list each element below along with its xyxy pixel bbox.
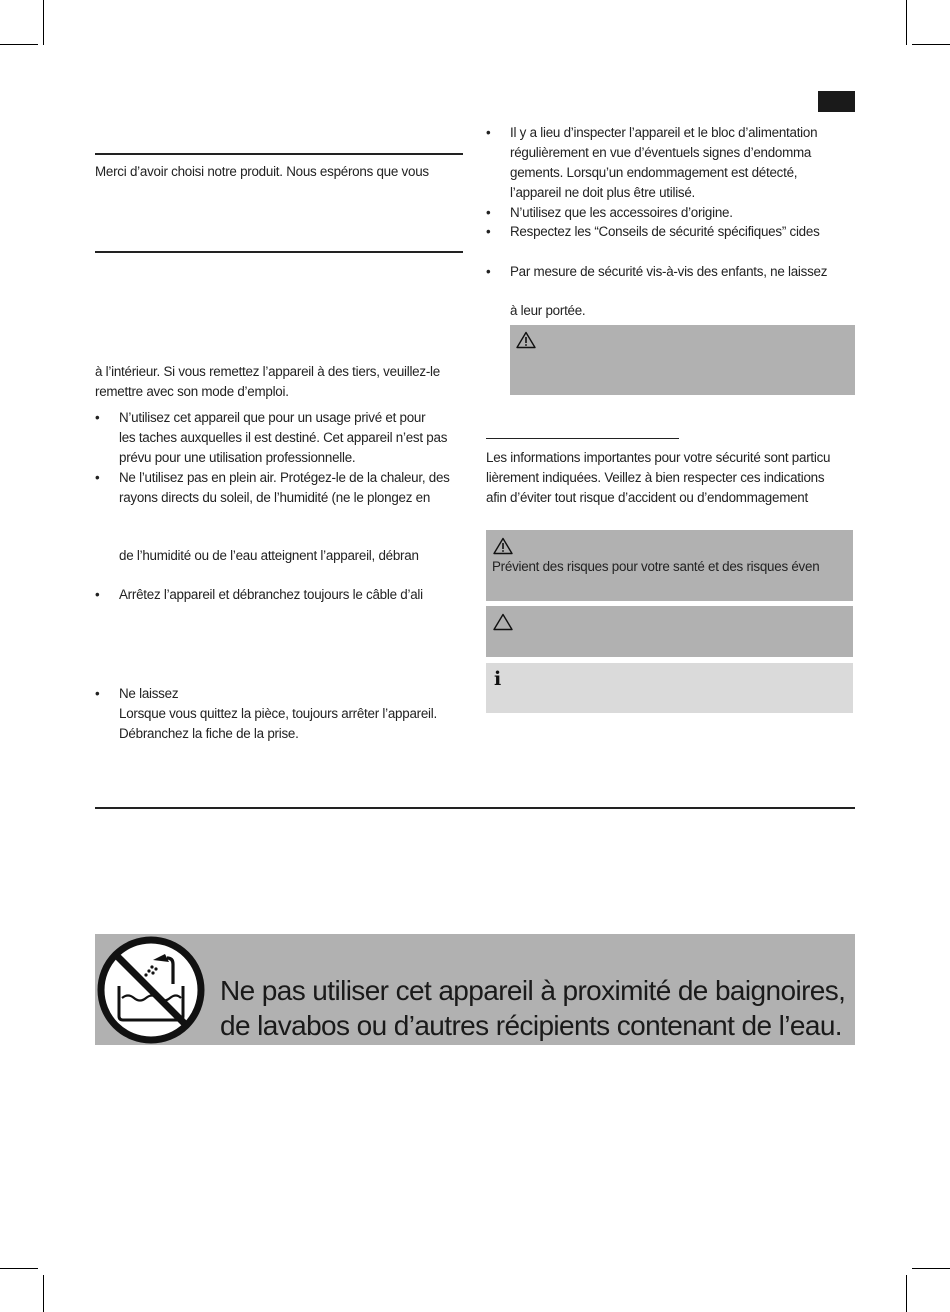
list-item: l’appareil ne doit plus être utilisé.: [510, 185, 696, 200]
warning-triangle-icon: [493, 537, 513, 555]
crop-mark: [906, 0, 907, 45]
crop-mark: [912, 1268, 950, 1269]
no-bathtub-icon: [97, 936, 205, 1044]
crop-mark: [0, 1268, 38, 1269]
bullet-marker: •: [486, 205, 491, 220]
warning-triangle-icon: [516, 331, 536, 349]
section-rule: [95, 807, 855, 809]
section-rule: [486, 438, 679, 439]
crop-mark: [43, 0, 44, 45]
list-item: Par mesure de sécurité vis-à-vis des enfants, ne laissez: [510, 264, 828, 279]
list-item: prévu pour une utilisation professionnelle.: [119, 450, 356, 465]
intro-text: Merci d’avoir choisi notre produit. Nous espérons que vous: [95, 164, 429, 179]
list-item: régulièrement en vue d’éventuels signes d’endomma: [510, 145, 812, 160]
list-item: Arrêtez l’appareil et débranchez toujours le câble d’ali: [119, 587, 423, 602]
warning-box: [486, 530, 853, 601]
handover-text: remettre avec son mode d’emploi.: [95, 384, 289, 399]
language-tab: [818, 91, 855, 112]
list-item: Ne l’utilisez pas en plein air. Protégez-le de la chaleur, des: [119, 470, 450, 485]
list-item: de l’humidité ou de l’eau atteignent l’appareil, débran: [119, 548, 419, 563]
list-item: Lorsque vous quittez la pièce, toujours arrêter l’appareil.: [119, 706, 437, 721]
banner-text: de lavabos ou d’autres récipients contenant de l’eau.: [220, 1010, 842, 1041]
crop-mark: [43, 1275, 44, 1312]
symbols-intro: afin d’éviter tout risque d’accident ou d’endommagement: [486, 490, 808, 505]
bullet-marker: •: [486, 264, 491, 279]
warning-banner: [95, 934, 855, 1045]
list-item: Il y a lieu d’inspecter l’appareil et le bloc d’alimentation: [510, 125, 818, 140]
symbols-intro: Les informations importantes pour votre sécurité sont particu: [486, 450, 831, 465]
crop-mark: [906, 1275, 907, 1312]
info-icon: i: [494, 668, 502, 690]
bullet-marker: •: [95, 686, 100, 701]
banner-text: Ne pas utiliser cet appareil à proximité de baignoires,: [220, 975, 846, 1006]
crop-mark: [912, 44, 950, 45]
list-item: N’utilisez que les accessoires d’origine.: [510, 205, 733, 220]
bullet-marker: •: [95, 587, 100, 602]
warning-box-text: Prévient des risques pour votre santé et des risques éven: [492, 559, 820, 574]
list-item: rayons directs du soleil, de l’humidité (ne le plongez en: [119, 490, 431, 505]
symbols-intro: lièrement indiquées. Veillez à bien respecter ces indications: [486, 470, 825, 485]
list-item: N’utilisez cet appareil que pour un usage privé et pour: [119, 410, 426, 425]
bullet-marker: •: [486, 125, 491, 140]
section-rule: [95, 251, 463, 253]
list-item: à leur portée.: [510, 303, 586, 318]
bullet-marker: •: [95, 410, 100, 425]
list-item: Ne laissez: [119, 686, 179, 701]
caution-box: [486, 606, 853, 657]
list-item: gements. Lorsqu’un endommagement est détecté,: [510, 165, 798, 180]
section-rule: [95, 153, 463, 155]
list-item: Débranchez la fiche de la prise.: [119, 726, 299, 741]
warning-triangle-icon: [493, 613, 513, 631]
bullet-marker: •: [486, 224, 491, 239]
list-item: les taches auxquelles il est destiné. Cet appareil n’est pas: [119, 430, 448, 445]
info-box: [486, 663, 853, 713]
warning-box: [510, 325, 855, 395]
crop-mark: [0, 44, 38, 45]
handover-text: à l’intérieur. Si vous remettez l’appareil à des tiers, veuillez-le: [95, 364, 440, 379]
list-item: Respectez les “Conseils de sécurité spécifiques” cides: [510, 224, 820, 239]
bullet-marker: •: [95, 470, 100, 485]
